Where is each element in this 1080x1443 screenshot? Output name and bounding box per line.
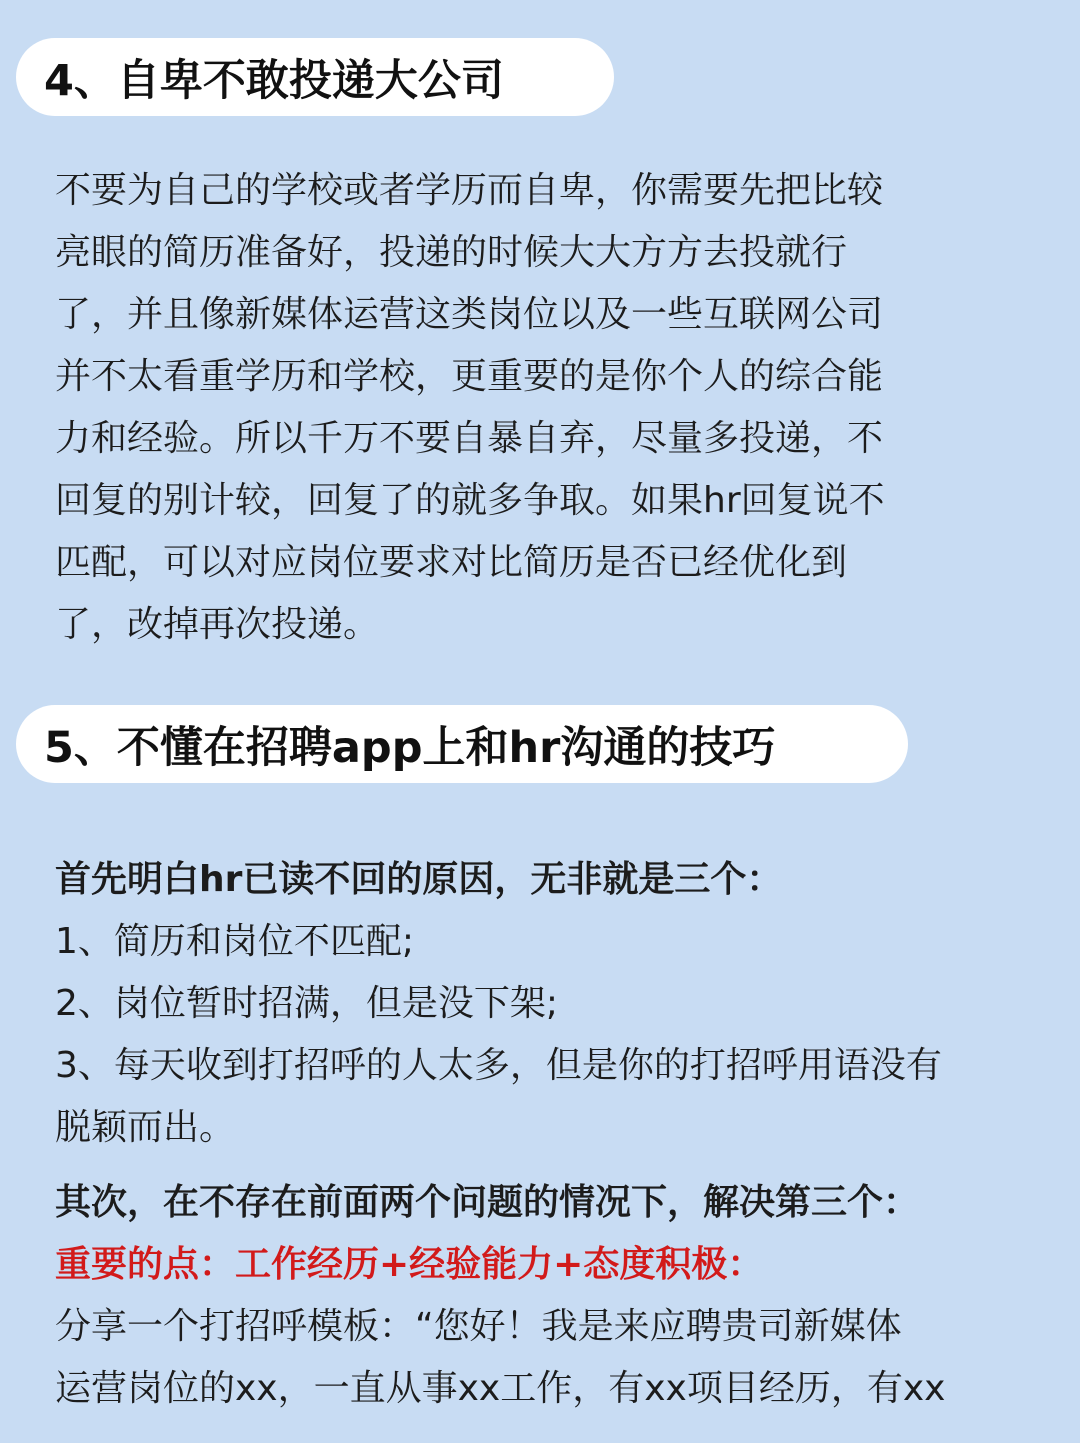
paragraph-line: 并不太看重学历和学校，更重要的是你个人的综合能 bbox=[55, 356, 884, 397]
template-line: 分享一个打招呼模板：“您好！我是来应聘贵司新媒体 bbox=[55, 1306, 902, 1347]
key-point: 重要的点：工作经历+经验能力+态度积极： bbox=[55, 1244, 764, 1285]
paragraph-line: 不要为自己的学校或者学历而自卑，你需要先把比较 bbox=[55, 170, 884, 211]
reason-item-continued: 脱颖而出。 bbox=[55, 1107, 236, 1148]
section-4-body bbox=[55, 160, 1035, 656]
paragraph-line: 亮眼的简历准备好，投递的时候大大方方去投就行 bbox=[55, 232, 848, 273]
section-4-title: 4、自卑不敢投递大公司 bbox=[44, 55, 504, 106]
section-5-heading bbox=[16, 705, 908, 783]
paragraph-line: 回复的别计较，回复了的就多争取。如果hr回复说不 bbox=[55, 480, 885, 521]
intro-heading: 首先明白hr已读不回的原因，无非就是三个： bbox=[55, 859, 783, 900]
second-heading: 其次，在不存在前面两个问题的情况下，解决第三个： bbox=[55, 1182, 920, 1223]
template-line: 运营岗位的xx，一直从事xx工作，有xx项目经历，有xx bbox=[55, 1368, 946, 1409]
paragraph-line: 了，并且像新媒体运营这类岗位以及一些互联网公司 bbox=[55, 294, 884, 335]
section-5-intro bbox=[55, 849, 1035, 1159]
paragraph-line: 了，改掉再次投递。 bbox=[55, 604, 380, 645]
section-4-heading bbox=[16, 38, 614, 116]
section-5-title: 5、不懂在招聘app上和hr沟通的技巧 bbox=[44, 722, 776, 773]
reason-item: 1、简历和岗位不匹配; bbox=[55, 921, 415, 962]
paragraph-line: 匹配，可以对应岗位要求对比简历是否已经优化到 bbox=[55, 542, 848, 583]
reason-item: 2、岗位暂时招满，但是没下架; bbox=[55, 983, 559, 1024]
section-5-solution bbox=[55, 1172, 1035, 1420]
paragraph-line: 力和经验。所以千万不要自暴自弃，尽量多投递，不 bbox=[55, 418, 884, 459]
reason-item: 3、每天收到打招呼的人太多，但是你的打招呼用语没有 bbox=[55, 1045, 942, 1086]
